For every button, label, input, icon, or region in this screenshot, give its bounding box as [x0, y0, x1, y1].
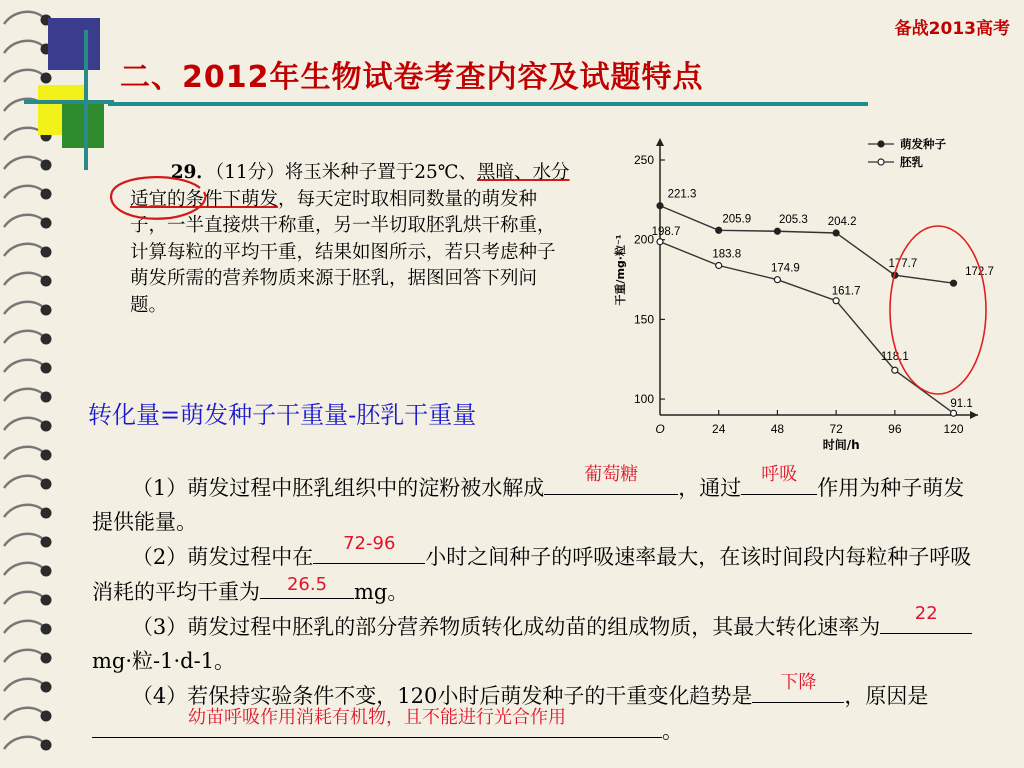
legend-marker [878, 159, 884, 165]
series-1-data-label: 204.2 [827, 215, 857, 228]
spiral-hole [41, 595, 52, 606]
spiral-hole [41, 624, 52, 635]
item-2-answer-2: 26.5 [286, 574, 328, 595]
spiral-ring [4, 302, 44, 314]
item-1-text-2: ，通过 [678, 476, 742, 500]
x-tick-label: 96 [888, 422, 902, 436]
item-4-text-2: ，原因是 [844, 684, 929, 708]
y-tick-label: 150 [633, 312, 654, 327]
corner-tag: 备战2013高考 [894, 19, 1010, 39]
series-2-data-label: 198.7 [651, 225, 681, 238]
spiral-ring [4, 273, 44, 285]
spiral-hole [41, 247, 52, 258]
spiral-ring [4, 41, 44, 53]
series-2-point [716, 263, 722, 269]
spiral-hole [41, 566, 52, 577]
spiral-hole [41, 711, 52, 722]
item-1-text-3: 作用为种子萌发提供能量。 [92, 476, 965, 534]
item-4-answer-2: 幼苗呼吸作用消耗有机物，且不能进行光合作用 [188, 707, 566, 728]
y-tick-label: 250 [633, 153, 654, 167]
spiral-hole [41, 508, 52, 519]
spiral-hole [41, 305, 52, 316]
item-4-blank-2 [92, 707, 662, 738]
item-4-blank-1 [752, 672, 844, 703]
series-1-data-label: 221.3 [667, 188, 697, 201]
spiral-ring [4, 418, 44, 430]
question-underlined: 黑暗、水分适宜的条件下萌发 [130, 162, 570, 210]
question-items [92, 464, 982, 748]
series-2-point [657, 239, 663, 245]
conversion-formula: 转化量=萌发种子干重量-胚乳干重量 [88, 401, 477, 429]
title-rule [108, 102, 868, 106]
spiral-hole [41, 73, 52, 84]
series-2-data-label: 174.9 [771, 262, 800, 275]
item-3-text: （3）萌发过程中胚乳的部分营养物质转化成幼苗的组成物质，其最大转化速率为 [131, 615, 881, 639]
spiral-ring [4, 621, 44, 633]
series-2-data-label: 118.1 [880, 351, 909, 364]
spiral-hole [41, 363, 52, 374]
item-4-answer-1: 下降 [780, 672, 817, 693]
item-2-blank-2 [260, 574, 354, 599]
question-number: 29． [170, 162, 215, 183]
item-4-text-3: 。 [662, 719, 683, 743]
spiral-hole [41, 276, 52, 287]
x-tick-label: 24 [712, 422, 726, 436]
deco-square-green [62, 100, 104, 148]
spiral-ring [4, 737, 44, 749]
spiral-hole [41, 450, 52, 461]
spiral-hole [41, 160, 52, 171]
series-1-point [716, 227, 722, 233]
item-2-text-3: mg。 [354, 580, 409, 604]
spiral-hole [41, 218, 52, 229]
handwritten-circle-mark [100, 172, 220, 228]
spiral-ring [4, 563, 44, 575]
spiral-ring [4, 708, 44, 720]
x-tick-label: 120 [943, 422, 964, 436]
item-2-text: （2）萌发过程中在 [131, 545, 314, 569]
y-tick-label: 100 [633, 392, 654, 407]
spiral-ring [4, 679, 44, 691]
page-title: 二、2012年生物试卷考查内容及试题特点 [120, 60, 704, 95]
spiral-ring [4, 331, 44, 343]
spiral-ring [4, 505, 44, 517]
item-2-text-2: 小时之间种子的呼吸速率最大，在该时间段内每粒种子呼吸消耗的平均干重为 [92, 545, 972, 604]
spiral-hole [41, 189, 52, 200]
spiral-ring [4, 534, 44, 546]
question-body: ，每天定时取相同数量的萌发种子，一半直接烘干称重，另一半切取胚乳烘干称重，计算每粒的平均干重，结果如图所示，若只考虑种子萌发所需的营养物质来源于胚乳，据图回答下列问题。 [130, 188, 556, 316]
spiral-hole [41, 653, 52, 664]
spiral-hole [41, 740, 52, 751]
y-axis-arrow [656, 138, 664, 146]
item-3 [92, 603, 982, 678]
y-tick-label: 200 [633, 232, 654, 247]
spiral-ring [4, 360, 44, 372]
item-2-answer-1: 72-96 [343, 533, 396, 554]
spiral-hole [41, 421, 52, 432]
series-2-data-label: 161.7 [831, 285, 861, 298]
x-tick-label: O [655, 422, 665, 436]
spiral-ring [4, 157, 44, 169]
spiral-hole [41, 392, 52, 403]
x-tick-label: 48 [770, 422, 785, 436]
item-1-blank-1 [544, 464, 678, 495]
spiral-hole [41, 334, 52, 345]
question-points: （11分） [214, 162, 285, 183]
question-intro: 将玉米种子置于25℃、 [284, 162, 477, 183]
spiral-hole [41, 682, 52, 693]
series-1-data-label: 172.7 [965, 266, 994, 279]
deco-line-h [24, 100, 114, 104]
deco-square-navy [48, 18, 100, 70]
spiral-ring [4, 476, 44, 488]
series-1-data-label: 205.9 [722, 213, 752, 226]
item-4 [92, 672, 982, 748]
highlight-ellipse [886, 222, 990, 398]
spiral-ring [4, 244, 44, 256]
series-2-point [951, 410, 957, 416]
spiral-ring [4, 215, 44, 227]
spiral-hole [41, 537, 52, 548]
series-2-data-label: 91.1 [950, 398, 973, 411]
series-1-point [657, 203, 663, 209]
item-1-answer-1: 葡萄糖 [584, 464, 639, 485]
spiral-ring [4, 12, 44, 24]
y-axis-label: 干重/mg·粒⁻¹ [614, 234, 627, 306]
x-axis-label: 时间/h [822, 438, 860, 450]
spiral-ring [4, 70, 44, 82]
item-4-text: （4）若保持实验条件不变，120小时后萌发种子的干重变化趋势是 [131, 684, 753, 708]
item-3-blank-1 [880, 603, 972, 634]
series-1-data-label: 205.3 [779, 214, 808, 227]
item-1 [92, 464, 982, 539]
legend-label: 萌发种子 [900, 137, 946, 151]
series-2-data-label: 183.8 [712, 248, 742, 261]
item-1-blank-2 [741, 464, 817, 495]
spiral-hole [41, 479, 52, 490]
series-2-point [774, 277, 780, 283]
spiral-ring [4, 592, 44, 604]
item-2 [92, 533, 982, 609]
series-1-point [833, 230, 839, 236]
legend-label: 胚乳 [900, 155, 923, 169]
item-3-answer-1: 22 [914, 603, 938, 624]
spiral-ring [4, 447, 44, 459]
series-1-point [774, 228, 780, 234]
x-axis-arrow [970, 411, 978, 419]
spiral-ring [4, 650, 44, 662]
item-1-text: （1）萌发过程中胚乳组织中的淀粉被水解成 [131, 476, 545, 500]
series-1-data-label: 177.7 [888, 258, 918, 271]
legend-marker [878, 141, 884, 147]
spiral-ring [4, 389, 44, 401]
spiral-ring [4, 186, 44, 198]
item-2-blank-1 [313, 533, 425, 564]
item-3-text-2: mg·粒-1·d-1。 [92, 649, 236, 673]
series-2-point [833, 298, 839, 304]
item-1-answer-2: 呼吸 [761, 464, 798, 485]
x-tick-label: 72 [829, 422, 843, 436]
